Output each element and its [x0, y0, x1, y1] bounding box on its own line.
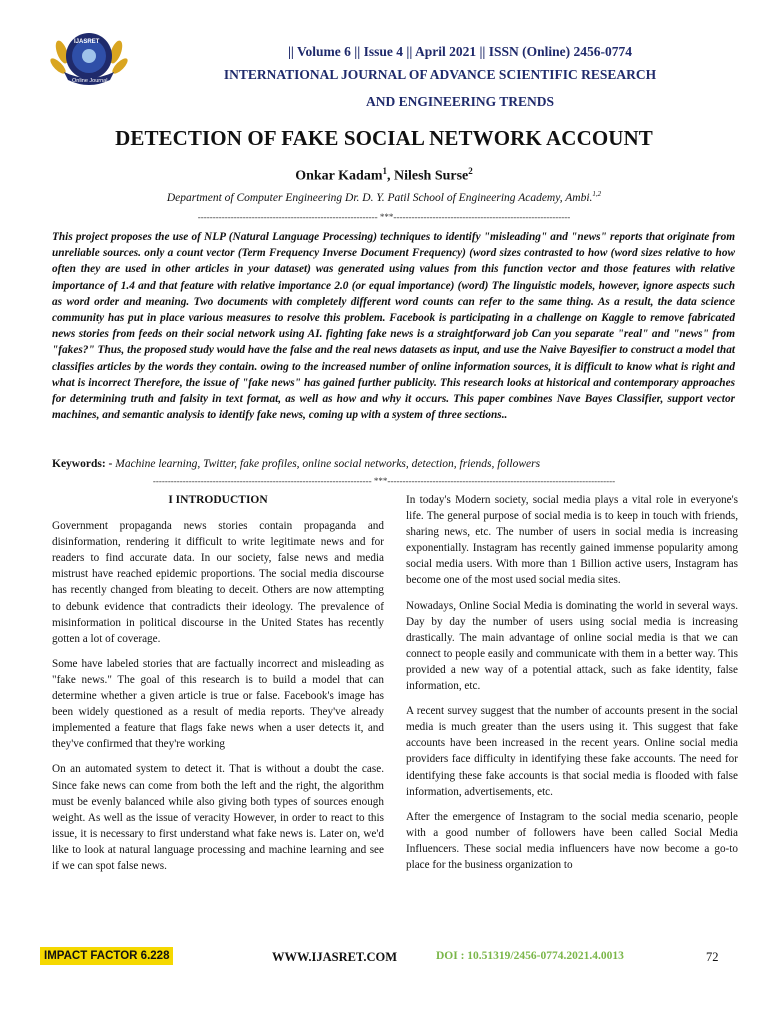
doi-link[interactable]: DOI : 10.51319/2456-0774.2021.4.0013: [436, 950, 624, 962]
affiliation: [0, 190, 768, 204]
keywords: [52, 458, 735, 470]
author-separator: ,: [386, 168, 394, 184]
logo-text-top: IJASRET: [74, 39, 100, 45]
left-column: [52, 492, 384, 883]
journal-logo: [50, 22, 128, 94]
keywords-text: Machine learning, Twitter, fake profiles, online social networks, detection, friends, followers: [112, 458, 541, 470]
body-paragraph: On an automated system to detect it. That is without a doubt the case. Since fake news can come from both the left and the right, the algorithm must be evenly balanced while also giving both types of sources enough weight. As well as the issue of veracity However, in order to react to this issue, it is necessary to first understand what fake news is. Later on, we'd like to look at natural language processing and machine learning and see if we can spot false news.: [52, 763, 384, 872]
affiliation-mark: 1,2: [592, 190, 602, 198]
logo-text-bottom: Online Journal: [72, 78, 108, 84]
keywords-label: Keywords: -: [52, 458, 113, 470]
author-affiliation-mark: 2: [468, 166, 473, 176]
journal-name-line1: INTERNATIONAL JOURNAL OF ADVANCE SCIENTIFIC RESEARCH: [223, 67, 657, 82]
body-paragraph: Government propaganda news stories contain propaganda and disinformation, rendering it difficult to write legitimate news and for readers to find accurate data. In our society, false news and media mistrust have reached epidemic proportions. The social media discourse has recently changed from bleating to deceit. Others are now attempting to debunk evidence that contradicts their ideology. The prevalence of misinformation in political discourse in the United States has recently gotten a lot of coverage.: [52, 520, 384, 645]
section-heading: I INTRODUCTION: [168, 494, 268, 506]
body-paragraph: A recent survey suggest that the number of accounts present in the social media is much greater than the users using it. This suggest that fake accounts have been increased in the recent years. Online social media providers face difficulty in identifying these fake accounts. The need for identifying these fake accounts is that social media is flooded with false information, advertisements, etc.: [406, 705, 738, 798]
abstract: This project proposes the use of NLP (Natural Language Processing) techniques to identify "misleading" and "news" reports that originate from unreliable sources. only a count vector (Term Frequency Inverse Document Frequency) (word sizes contrasted to how (word sizes relative to how often they are used in other articles in your dataset) was generated using values from this function vector and those features with relative importance of 1.4 and that feature with relative importance 2.0 (or equal importance) (word) The linguistic models, however, ignore aspects such as word order and meaning. Two documents with completely different word counts can refer to the same thing. As a result, the data science community has put in place various measures to resolve this problem. Facebook is participating in a challenge on Kaggle to remove fabricated news stories from feeds on their social network using AI. fighting fake news is a straightforward job Can you separate "real" and "news" from "fakes?" Thus, the proposed study would have the false and the real news datasets as input, and use the Naive Bayesifier to construct a model that classifies articles by the words they contain. owing to the increased number of online information sources, it is difficult to know what is right and what is incorrect Therefore, the issue of "fake news" has gained further publicity. This research looks at historical and contemporary approaches for determining truth and falsity in text format, as well as how and why it occurs. This paper combines Nave Bayes Classifier, support vector machines, and semantic analysis to identify fake news, coming up with a system of three sections..: [52, 231, 735, 422]
author-list: [0, 166, 768, 185]
page-footer: [0, 947, 768, 971]
impact-factor-badge: IMPACT FACTOR 6.228: [40, 947, 173, 965]
author-name: Nilesh Surse: [393, 168, 469, 184]
separator-line: ------------------------------------------------------------ ***-----------------------------------------------------------: [197, 212, 571, 222]
page-number: 72: [706, 950, 719, 964]
affiliation-text: Department of Computer Engineering Dr. D. Y. Patil School of Engineering Academy, Ambi.: [166, 191, 593, 204]
paper-title: DETECTION OF FAKE SOCIAL NETWORK ACCOUNT: [115, 126, 653, 150]
body-paragraph: In today's Modern society, social media plays a vital role in everyone's life. The general purpose of social media is to keep in touch with friends, sharing news, etc. The number of users in social media is increasing exponentially. Instagram has recently gained immense popularity among social media users. With more than 1 Billion active users, Instagram has become one of the most used social media sites.: [406, 494, 738, 587]
body-paragraph: Nowadays, Online Social Media is dominating the world in several ways. Day by day the number of users using social media is increasing drastically. The main advantage of online social media is that we can connect to people easily and communicate with them in a better way. This provided a new way of a potential attack, such as fake identity, false information, etc.: [406, 599, 738, 693]
author-name: Onkar Kadam: [295, 168, 383, 184]
journal-issue-info: || Volume 6 || Issue 4 || April 2021 || ISSN (Online) 2456-0774: [287, 44, 633, 59]
body-paragraph: After the emergence of Instagram to the social media scenario, people with a good number of followers have been called Social Media Influencers. These social media influencers have now become a go-to place for the business organization to: [406, 810, 738, 871]
website-link[interactable]: WWW.IJASRET.COM: [272, 950, 398, 964]
journal-name-line2: AND ENGINEERING TRENDS: [365, 94, 555, 109]
author-affiliation-mark: 1: [382, 166, 387, 176]
separator-line: ------------------------------------------------------------------------- ***----------------------------------------------------------------------------: [152, 476, 616, 486]
body-paragraph: Some have labeled stories that are factually incorrect and misleading as "fake news." The goal of this research is to build a model that can determine whether a given article is true or false. Facebook's image has been widely questioned as a result of media reports. They've already implemented a feature that flags fake news when a user detects it, and they've confirmed that they're working: [52, 657, 384, 751]
right-column: [406, 492, 738, 882]
